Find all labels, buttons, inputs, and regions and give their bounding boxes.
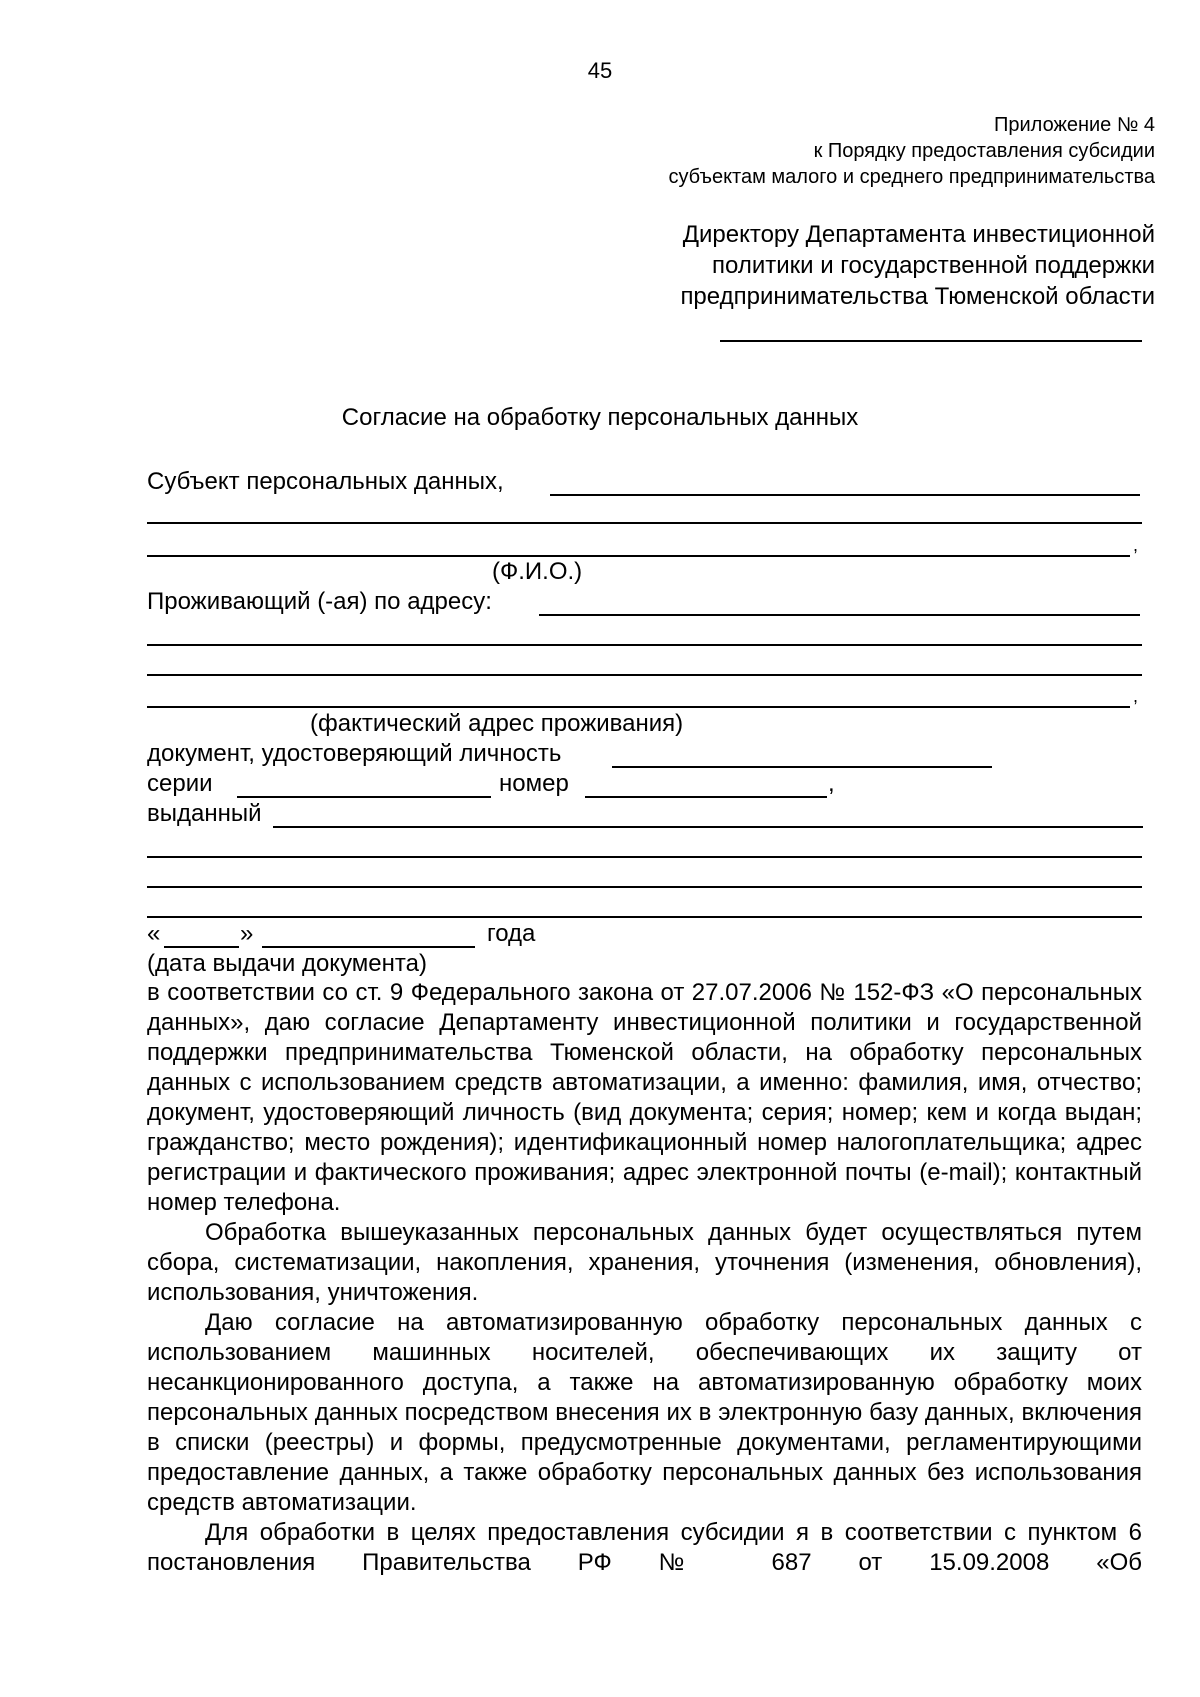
subject-label: Субъект персональных данных, — [147, 468, 504, 495]
address-comma: , — [1133, 686, 1139, 706]
issued-label: выданный — [147, 800, 262, 827]
address-field-line-2[interactable] — [147, 644, 1142, 646]
id-document-label: документ, удостоверяющий личность — [147, 740, 562, 767]
fio-hint: (Ф.И.О.) — [492, 558, 583, 585]
consent-paragraph-3: Даю согласие на автоматизированную обработку персональных данных с использованием машинных носителей, обеспечивающих их защиту от несанкционированного доступа, а также на автоматизированную обработку моих персональных данных посредством внесения их в электронную базу данных, включения в списки (реестры) и формы, предусмотренные документами, регламентирующими предоставление данных, а также обработку персональных данных без использования средств автоматизации. — [147, 1309, 1142, 1516]
page-number: 45 — [587, 58, 613, 83]
date-open-quote: « — [147, 920, 161, 947]
series-field[interactable] — [237, 796, 491, 798]
consent-paragraph-1: в соответствии со ст. 9 Федерального закона от 27.07.2006 № 152-ФЗ «О персональных данных», даю согласие Департаменту инвестиционной политики и государственной поддержки предпринимательства Тюменской области, на обработку персональных данных с использованием средств автоматизации, а именно: фамилия, имя, отчество; документ, удостоверяющий личность (вид документа; серия; номер; кем и когда выдан; гражданство; место рождения); идентификационный номер налогоплательщика; адрес регистрации и фактического проживания; адрес электронной почты (e-mail); контактный номер телефона. — [147, 979, 1142, 1216]
address-label: Проживающий (-ая) по адресу: — [147, 588, 492, 615]
address-hint: (фактический адрес проживания) — [310, 710, 684, 737]
addressee-line-2: политики и государственной поддержки — [712, 252, 1155, 279]
number-comma: , — [828, 770, 835, 797]
addressee-line-3: предпринимательства Тюменской области — [680, 283, 1155, 310]
subject-comma: , — [1133, 535, 1139, 555]
issued-by-field-line-4[interactable] — [147, 916, 1142, 918]
date-hint: (дата выдачи документа) — [147, 950, 427, 977]
date-day-field[interactable] — [164, 946, 239, 948]
number-field[interactable] — [585, 796, 827, 798]
id-document-field[interactable] — [612, 766, 992, 768]
document-title: Согласие на обработку персональных данных — [341, 404, 859, 431]
address-field-line-4[interactable] — [147, 706, 1130, 708]
subject-name-field-line-3[interactable] — [147, 555, 1130, 557]
appendix-line-3: субъектам малого и среднего предпринимательства — [668, 166, 1155, 188]
addressee-line-1: Директору Департамента инвестиционной — [682, 221, 1155, 248]
consent-text — [147, 978, 1142, 1578]
year-label: года — [487, 920, 536, 947]
consent-paragraph-2: Обработка вышеуказанных персональных данных будет осуществляться путем сбора, систематизации, накопления, хранения, уточнения (изменения, обновления), использования, уничтожения. — [147, 1219, 1142, 1306]
date-month-year-field[interactable] — [262, 946, 475, 948]
subject-name-field[interactable] — [550, 494, 1140, 496]
number-label: номер — [499, 770, 569, 797]
date-close-quote: » — [240, 920, 254, 947]
consent-paragraph-4: Для обработки в целях предоставления субсидии я в соответствии с пунктом 6 постановления Правительства РФ № 687 от 15.09.2008 «Об — [147, 1519, 1142, 1576]
appendix-line-1: Приложение № 4 — [994, 114, 1155, 136]
subject-name-field-line-2[interactable] — [147, 522, 1142, 524]
issued-by-field-line-3[interactable] — [147, 886, 1142, 888]
address-field[interactable] — [539, 614, 1140, 616]
issued-by-field[interactable] — [273, 826, 1143, 828]
address-field-line-3[interactable] — [147, 674, 1142, 676]
appendix-line-2: к Порядку предоставления субсидии — [813, 140, 1155, 162]
series-label: серии — [147, 770, 213, 797]
issued-by-field-line-2[interactable] — [147, 856, 1142, 858]
